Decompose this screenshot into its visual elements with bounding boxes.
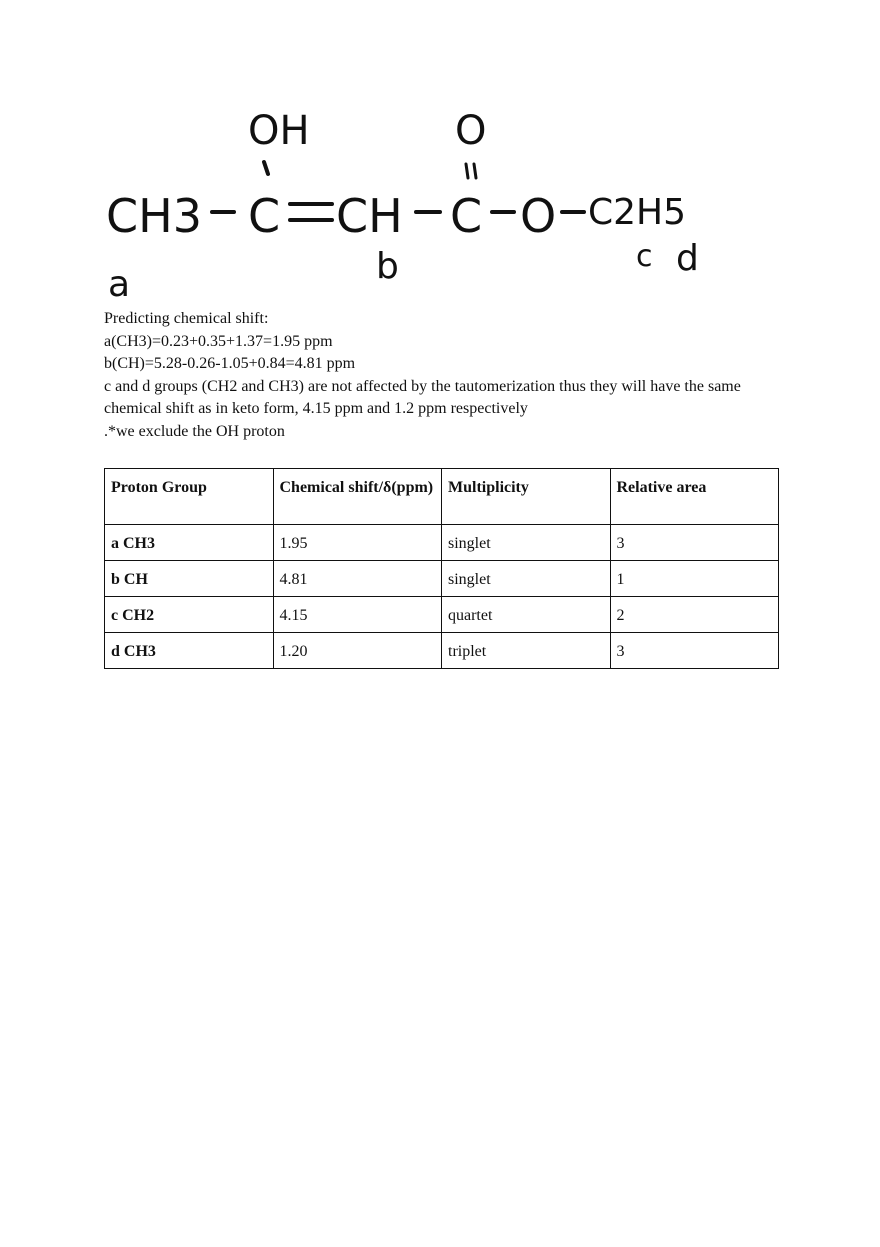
cell-chemical-shift: 4.81 bbox=[273, 561, 442, 597]
ch-label: CH bbox=[336, 189, 403, 243]
carbonyl-oxygen-label: O bbox=[455, 108, 487, 154]
proton-label-b: b bbox=[376, 246, 399, 287]
table-row bbox=[105, 561, 779, 597]
ethyl-label: C2H5 bbox=[588, 192, 687, 233]
table-header-row bbox=[105, 469, 779, 525]
cell-chemical-shift: 1.95 bbox=[273, 525, 442, 561]
cell-proton-group: a CH3 bbox=[105, 525, 274, 561]
cell-multiplicity: singlet bbox=[442, 525, 611, 561]
cell-proton-group: c CH2 bbox=[105, 597, 274, 633]
cell-relative-area: 1 bbox=[610, 561, 779, 597]
cell-relative-area: 3 bbox=[610, 633, 779, 669]
cell-chemical-shift: 4.15 bbox=[273, 597, 442, 633]
carbonyl-bond-1 bbox=[466, 164, 468, 178]
cell-chemical-shift: 1.20 bbox=[273, 633, 442, 669]
cell-multiplicity: quartet bbox=[442, 597, 611, 633]
ch3-label: CH3 bbox=[106, 189, 202, 243]
oh-label: OH bbox=[248, 108, 310, 154]
cell-multiplicity: triplet bbox=[442, 633, 611, 669]
header-multiplicity: Multiplicity bbox=[442, 469, 611, 525]
notes-line-cd: c and d groups (CH2 and CH3) are not affected by the tautomerization thus they will have the same chemical shift as in keto form, 4.15 ppm and 1.2 ppm respectively bbox=[104, 377, 741, 417]
cell-relative-area: 3 bbox=[610, 525, 779, 561]
table-row bbox=[105, 597, 779, 633]
cell-multiplicity: singlet bbox=[442, 561, 611, 597]
cell-proton-group: d CH3 bbox=[105, 633, 274, 669]
cell-proton-group: b CH bbox=[105, 561, 274, 597]
notes-heading: Predicting chemical shift: bbox=[104, 310, 269, 327]
handwritten-structure bbox=[100, 100, 740, 310]
chemical-shift-notes bbox=[104, 308, 784, 443]
proton-label-a: a bbox=[108, 264, 131, 305]
notes-line-exclude: .*we exclude the OH proton bbox=[104, 422, 285, 440]
cell-relative-area: 2 bbox=[610, 597, 779, 633]
notes-line-b: b(CH)=5.28-0.26-1.05+0.84=4.81 ppm bbox=[104, 355, 356, 372]
enol-carbon-label: C bbox=[248, 189, 281, 243]
nmr-table bbox=[104, 468, 779, 669]
oh-bond bbox=[264, 162, 268, 174]
header-chemical-shift: Chemical shift/δ(ppm) bbox=[273, 469, 442, 525]
notes-line-a: a(CH3)=0.23+0.35+1.37=1.95 ppm bbox=[104, 332, 333, 350]
header-proton-group: Proton Group bbox=[105, 469, 274, 525]
proton-label-d: d bbox=[676, 238, 699, 279]
table-row bbox=[105, 525, 779, 561]
proton-label-c: c bbox=[636, 239, 653, 274]
table-row bbox=[105, 633, 779, 669]
carbonyl-bond-2 bbox=[474, 164, 476, 178]
ester-oxygen-label: O bbox=[520, 189, 557, 243]
ester-carbon-label: C bbox=[450, 189, 483, 243]
header-relative-area: Relative area bbox=[610, 469, 779, 525]
